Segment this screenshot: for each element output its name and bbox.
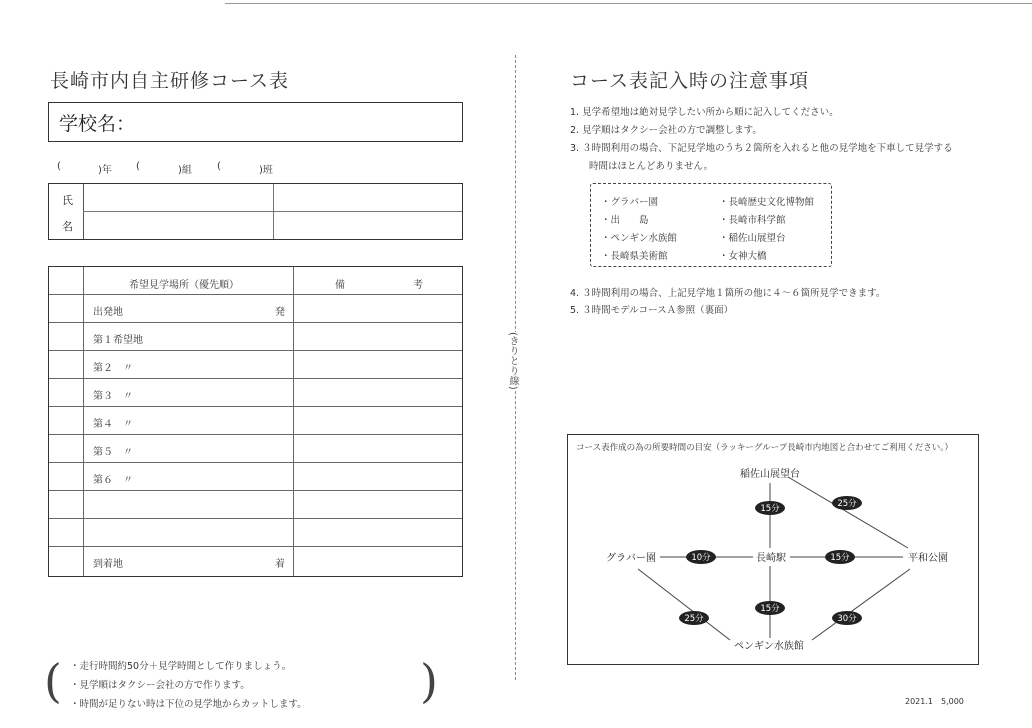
course-table-row-line [49,546,462,547]
course-row-label[interactable]: 到着地 [93,559,123,570]
course-row-label[interactable]: 第３ 〃 [93,391,133,402]
note-4: 4. ３時間利用の場合、上記見学地１箇所の他に４〜６箇所見学できます。 [570,288,886,299]
course-row-label[interactable]: 出発地 [93,307,123,318]
class-line-year: )年 [98,165,112,176]
spot-glover: ・グラバー園 [601,197,659,208]
course-row-label[interactable]: 第６ 〃 [93,475,133,486]
spot-inasayama: ・稲佐山展望台 [719,233,786,244]
course-table-col-divider-2 [293,267,294,576]
note-3: 3. ３時間利用の場合、下記見学地のうち２箇所を入れると他の見学地を下車して見学する [570,143,953,154]
student-name-table[interactable] [48,183,463,240]
time-center-right: 15分 [830,553,850,563]
spot-megami-bridge: ・女神大橋 [719,251,767,262]
footnote-paren-right: ) [420,654,438,708]
time-right-bottom: 30分 [837,614,857,624]
course-table-title: 長崎市内自主研修コース表 [50,70,290,92]
class-line-open-3: ( [217,161,221,172]
course-table-row-line [49,462,462,463]
edge-top-right [788,477,908,548]
course-row-label[interactable]: 第４ 〃 [93,419,133,430]
edge-right-bottom [812,569,910,640]
footnote-3: ・時間が足りない時は下位の見学地からカットします。 [70,699,307,710]
class-line-group: )班 [259,165,273,176]
footnote-2: ・見学順はタクシー会社の方で作ります。 [70,680,250,691]
footnote-1: ・走行時間約50分＋見学時間として作りましょう。 [70,661,292,672]
spots-box [590,183,832,267]
time-left-center: 10分 [691,553,711,563]
course-table-col-divider-1 [83,267,84,576]
header-note-a: 備 [335,280,345,291]
footnote-paren-left: ( [44,654,62,708]
note-1: 1. 見学希望地は絶対見学したい所から順に記入してください。 [570,107,839,118]
header-note-b: 考 [413,280,423,291]
course-table[interactable] [48,266,463,577]
spot-penguin: ・ペンギン水族館 [601,233,677,244]
travel-time-map [567,434,979,665]
course-table-row-line [49,350,462,351]
map-caption: コース表作成の為の所要時間の目安（ラッキーグループ長崎市内地図と合わせてご利用ください。） [576,443,953,453]
spot-science-museum: ・長崎市科学館 [719,215,786,226]
time-top-center: 15分 [760,504,780,514]
class-line-open-1: ( [57,161,61,172]
course-row-suffix: 発 [275,307,285,318]
notes-title: コース表記入時の注意事項 [570,70,810,92]
course-row-label[interactable]: 第５ 〃 [93,447,133,458]
course-table-row-line [49,378,462,379]
course-row-label[interactable]: 第１希望地 [93,335,143,346]
note-3-cont: 時間はほとんどありません。 [589,161,714,172]
header-place: 希望見学場所（優先順） [129,280,239,291]
school-name-label: 学校名： [59,113,136,135]
school-name-box[interactable] [48,102,463,142]
spot-art-museum: ・長崎県美術館 [601,251,668,262]
spot-dejima: ・出 島 [601,215,649,226]
time-top-right: 25分 [837,499,857,509]
class-line-class: )組 [178,165,192,176]
edge-left-bottom [638,569,730,640]
map-diagram [568,435,977,663]
course-row-label[interactable]: 第２ 〃 [93,363,133,374]
note-5: 5. ３時間モデルコースＡ参照（裏面） [570,305,734,316]
name-label-cell [49,184,84,239]
name-label-char-2: 名 [62,220,73,233]
class-line-open-2: ( [136,161,140,172]
time-left-bottom: 25分 [684,614,704,624]
spot-history-museum: ・長崎歴史文化博物館 [719,197,815,208]
course-table-row-line [49,322,462,323]
note-2: 2. 見学順はタクシー会社の方で調整します。 [570,125,762,136]
node-nagasaki-station: 長崎駅 [756,553,786,564]
cut-line-label [506,332,524,390]
course-table-row-line [49,406,462,407]
course-table-row-line [49,434,462,435]
course-table-row-line [49,294,462,295]
course-table-row-line [49,518,462,519]
top-border-line [225,3,1032,4]
node-penguin: ペンギン水族館 [734,641,804,652]
node-inasayama: 稲佐山展望台 [740,469,800,480]
time-center-bottom: 15分 [760,604,780,614]
name-col-divider [273,184,274,239]
name-label-char-1: 氏 [62,194,73,207]
node-glover: グラバー園 [606,553,656,564]
print-info: 2021.1 5,000 [905,697,964,706]
cut-line-text: (きりとり線) [507,332,518,390]
course-row-suffix: 着 [275,559,285,570]
course-table-row-line [49,490,462,491]
node-peace-park: 平和公園 [908,553,948,564]
